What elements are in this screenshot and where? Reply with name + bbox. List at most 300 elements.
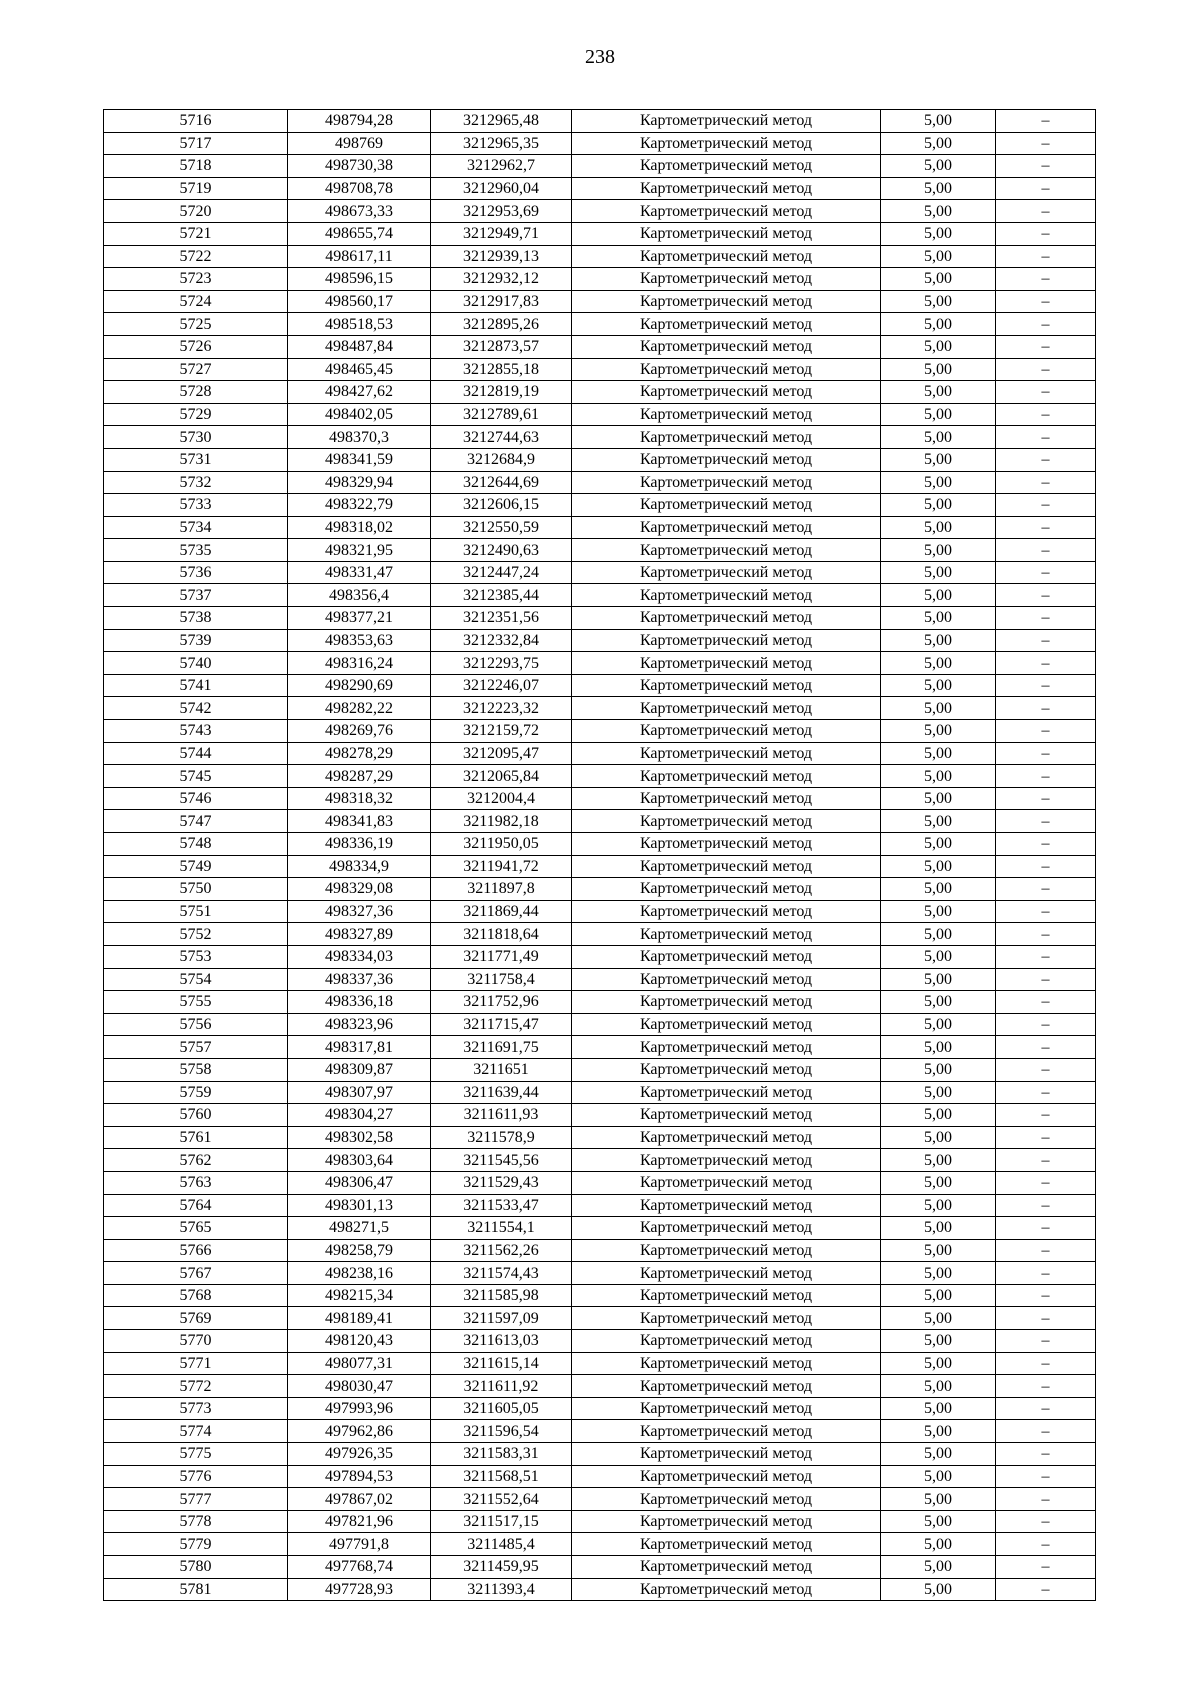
- method-cell: Картометрический метод: [572, 1488, 881, 1511]
- x-coordinate-cell: 498336,19: [288, 833, 431, 856]
- x-coordinate-cell: 498402,05: [288, 403, 431, 426]
- method-cell: Картометрический метод: [572, 1420, 881, 1443]
- accuracy-cell: 5,00: [881, 1194, 996, 1217]
- point-number-cell: 5728: [104, 381, 288, 404]
- description-cell: –: [996, 494, 1096, 517]
- y-coordinate-cell: 3212246,07: [431, 674, 572, 697]
- method-cell: Картометрический метод: [572, 1510, 881, 1533]
- x-coordinate-cell: 498427,62: [288, 381, 431, 404]
- y-coordinate-cell: 3212385,44: [431, 584, 572, 607]
- table-row: [104, 471, 1096, 494]
- description-cell: –: [996, 1217, 1096, 1240]
- description-cell: –: [996, 539, 1096, 562]
- y-coordinate-cell: 3211869,44: [431, 900, 572, 923]
- coordinates-table: [103, 109, 1096, 1601]
- method-cell: Картометрический метод: [572, 1533, 881, 1556]
- point-number-cell: 5722: [104, 245, 288, 268]
- accuracy-cell: 5,00: [881, 245, 996, 268]
- table-row: [104, 448, 1096, 471]
- method-cell: Картометрический метод: [572, 923, 881, 946]
- y-coordinate-cell: 3211529,43: [431, 1171, 572, 1194]
- point-number-cell: 5769: [104, 1307, 288, 1330]
- description-cell: –: [996, 1420, 1096, 1443]
- x-coordinate-cell: 497791,8: [288, 1533, 431, 1556]
- accuracy-cell: 5,00: [881, 810, 996, 833]
- method-cell: Картометрический метод: [572, 494, 881, 517]
- y-coordinate-cell: 3212953,69: [431, 200, 572, 223]
- accuracy-cell: 5,00: [881, 1465, 996, 1488]
- point-number-cell: 5757: [104, 1036, 288, 1059]
- y-coordinate-cell: 3211771,49: [431, 945, 572, 968]
- point-number-cell: 5773: [104, 1397, 288, 1420]
- x-coordinate-cell: 498334,03: [288, 945, 431, 968]
- point-number-cell: 5742: [104, 697, 288, 720]
- y-coordinate-cell: 3211517,15: [431, 1510, 572, 1533]
- point-number-cell: 5767: [104, 1262, 288, 1285]
- method-cell: Картометрический метод: [572, 968, 881, 991]
- accuracy-cell: 5,00: [881, 358, 996, 381]
- point-number-cell: 5772: [104, 1375, 288, 1398]
- description-cell: –: [996, 652, 1096, 675]
- method-cell: Картометрический метод: [572, 742, 881, 765]
- point-number-cell: 5768: [104, 1284, 288, 1307]
- method-cell: Картометрический метод: [572, 1284, 881, 1307]
- accuracy-cell: 5,00: [881, 787, 996, 810]
- accuracy-cell: 5,00: [881, 1533, 996, 1556]
- table-row: [104, 674, 1096, 697]
- table-row: [104, 833, 1096, 856]
- point-number-cell: 5731: [104, 448, 288, 471]
- x-coordinate-cell: 498341,83: [288, 810, 431, 833]
- accuracy-cell: 5,00: [881, 1510, 996, 1533]
- point-number-cell: 5743: [104, 720, 288, 743]
- method-cell: Картометрический метод: [572, 787, 881, 810]
- table-row: [104, 177, 1096, 200]
- x-coordinate-cell: 498465,45: [288, 358, 431, 381]
- description-cell: –: [996, 245, 1096, 268]
- x-coordinate-cell: 497894,53: [288, 1465, 431, 1488]
- point-number-cell: 5721: [104, 222, 288, 245]
- y-coordinate-cell: 3211639,44: [431, 1081, 572, 1104]
- x-coordinate-cell: 498323,96: [288, 1013, 431, 1036]
- x-coordinate-cell: 498341,59: [288, 448, 431, 471]
- accuracy-cell: 5,00: [881, 1420, 996, 1443]
- x-coordinate-cell: 497821,96: [288, 1510, 431, 1533]
- y-coordinate-cell: 3211605,05: [431, 1397, 572, 1420]
- method-cell: Картометрический метод: [572, 1443, 881, 1466]
- description-cell: –: [996, 1171, 1096, 1194]
- x-coordinate-cell: 498730,38: [288, 155, 431, 178]
- point-number-cell: 5719: [104, 177, 288, 200]
- y-coordinate-cell: 3212744,63: [431, 426, 572, 449]
- x-coordinate-cell: 498331,47: [288, 561, 431, 584]
- x-coordinate-cell: 498077,31: [288, 1352, 431, 1375]
- description-cell: –: [996, 1058, 1096, 1081]
- description-cell: –: [996, 1397, 1096, 1420]
- method-cell: Картометрический метод: [572, 516, 881, 539]
- description-cell: –: [996, 1284, 1096, 1307]
- description-cell: –: [996, 607, 1096, 630]
- accuracy-cell: 5,00: [881, 1036, 996, 1059]
- method-cell: Картометрический метод: [572, 268, 881, 291]
- method-cell: Картометрический метод: [572, 132, 881, 155]
- table-row: [104, 1217, 1096, 1240]
- accuracy-cell: 5,00: [881, 584, 996, 607]
- method-cell: Картометрический метод: [572, 1081, 881, 1104]
- x-coordinate-cell: 498655,74: [288, 222, 431, 245]
- point-number-cell: 5727: [104, 358, 288, 381]
- accuracy-cell: 5,00: [881, 1104, 996, 1127]
- x-coordinate-cell: 498302,58: [288, 1126, 431, 1149]
- description-cell: –: [996, 878, 1096, 901]
- description-cell: –: [996, 381, 1096, 404]
- method-cell: Картометрический метод: [572, 1126, 881, 1149]
- y-coordinate-cell: 3212332,84: [431, 629, 572, 652]
- point-number-cell: 5781: [104, 1578, 288, 1601]
- table-row: [104, 607, 1096, 630]
- y-coordinate-cell: 3212789,61: [431, 403, 572, 426]
- x-coordinate-cell: 498304,27: [288, 1104, 431, 1127]
- y-coordinate-cell: 3212960,04: [431, 177, 572, 200]
- table-row: [104, 1013, 1096, 1036]
- description-cell: –: [996, 516, 1096, 539]
- x-coordinate-cell: 498321,95: [288, 539, 431, 562]
- table-row: [104, 1104, 1096, 1127]
- x-coordinate-cell: 497962,86: [288, 1420, 431, 1443]
- description-cell: –: [996, 1239, 1096, 1262]
- method-cell: Картометрический метод: [572, 855, 881, 878]
- point-number-cell: 5747: [104, 810, 288, 833]
- y-coordinate-cell: 3211459,95: [431, 1556, 572, 1579]
- method-cell: Картометрический метод: [572, 991, 881, 1014]
- point-number-cell: 5720: [104, 200, 288, 223]
- description-cell: –: [996, 742, 1096, 765]
- accuracy-cell: 5,00: [881, 1578, 996, 1601]
- y-coordinate-cell: 3212351,56: [431, 607, 572, 630]
- y-coordinate-cell: 3211691,75: [431, 1036, 572, 1059]
- y-coordinate-cell: 3212223,32: [431, 697, 572, 720]
- accuracy-cell: 5,00: [881, 1397, 996, 1420]
- method-cell: Картометрический метод: [572, 900, 881, 923]
- y-coordinate-cell: 3211562,26: [431, 1239, 572, 1262]
- accuracy-cell: 5,00: [881, 1013, 996, 1036]
- description-cell: –: [996, 1465, 1096, 1488]
- x-coordinate-cell: 498596,15: [288, 268, 431, 291]
- y-coordinate-cell: 3211552,64: [431, 1488, 572, 1511]
- point-number-cell: 5755: [104, 991, 288, 1014]
- description-cell: –: [996, 290, 1096, 313]
- table-row: [104, 132, 1096, 155]
- accuracy-cell: 5,00: [881, 697, 996, 720]
- description-cell: –: [996, 945, 1096, 968]
- y-coordinate-cell: 3212684,9: [431, 448, 572, 471]
- point-number-cell: 5729: [104, 403, 288, 426]
- x-coordinate-cell: 498215,34: [288, 1284, 431, 1307]
- method-cell: Картометрический метод: [572, 1013, 881, 1036]
- x-coordinate-cell: 498769: [288, 132, 431, 155]
- point-number-cell: 5750: [104, 878, 288, 901]
- x-coordinate-cell: 498316,24: [288, 652, 431, 675]
- y-coordinate-cell: 3212949,71: [431, 222, 572, 245]
- y-coordinate-cell: 3212447,24: [431, 561, 572, 584]
- description-cell: –: [996, 810, 1096, 833]
- y-coordinate-cell: 3211596,54: [431, 1420, 572, 1443]
- accuracy-cell: 5,00: [881, 765, 996, 788]
- accuracy-cell: 5,00: [881, 222, 996, 245]
- description-cell: –: [996, 787, 1096, 810]
- table-row: [104, 335, 1096, 358]
- x-coordinate-cell: 498322,79: [288, 494, 431, 517]
- x-coordinate-cell: 497993,96: [288, 1397, 431, 1420]
- method-cell: Картометрический метод: [572, 1307, 881, 1330]
- x-coordinate-cell: 498617,11: [288, 245, 431, 268]
- description-cell: –: [996, 968, 1096, 991]
- accuracy-cell: 5,00: [881, 991, 996, 1014]
- description-cell: –: [996, 200, 1096, 223]
- description-cell: –: [996, 1081, 1096, 1104]
- method-cell: Картометрический метод: [572, 426, 881, 449]
- y-coordinate-cell: 3212095,47: [431, 742, 572, 765]
- accuracy-cell: 5,00: [881, 720, 996, 743]
- accuracy-cell: 5,00: [881, 1556, 996, 1579]
- point-number-cell: 5749: [104, 855, 288, 878]
- method-cell: Картометрический метод: [572, 765, 881, 788]
- method-cell: Картометрический метод: [572, 1262, 881, 1285]
- y-coordinate-cell: 3211485,4: [431, 1533, 572, 1556]
- method-cell: Картометрический метод: [572, 1058, 881, 1081]
- point-number-cell: 5779: [104, 1533, 288, 1556]
- y-coordinate-cell: 3211533,47: [431, 1194, 572, 1217]
- accuracy-cell: 5,00: [881, 313, 996, 336]
- description-cell: –: [996, 629, 1096, 652]
- y-coordinate-cell: 3211611,92: [431, 1375, 572, 1398]
- method-cell: Картометрический метод: [572, 539, 881, 562]
- point-number-cell: 5736: [104, 561, 288, 584]
- table-row: [104, 200, 1096, 223]
- y-coordinate-cell: 3211545,56: [431, 1149, 572, 1172]
- method-cell: Картометрический метод: [572, 1239, 881, 1262]
- description-cell: –: [996, 335, 1096, 358]
- accuracy-cell: 5,00: [881, 561, 996, 584]
- point-number-cell: 5763: [104, 1171, 288, 1194]
- x-coordinate-cell: 498301,13: [288, 1194, 431, 1217]
- description-cell: –: [996, 855, 1096, 878]
- description-cell: –: [996, 1149, 1096, 1172]
- accuracy-cell: 5,00: [881, 110, 996, 133]
- table-row: [104, 629, 1096, 652]
- table-row: [104, 1420, 1096, 1443]
- method-cell: Картометрический метод: [572, 810, 881, 833]
- table-row: [104, 1239, 1096, 1262]
- x-coordinate-cell: 498353,63: [288, 629, 431, 652]
- x-coordinate-cell: 497768,74: [288, 1556, 431, 1579]
- description-cell: –: [996, 1330, 1096, 1353]
- table-row: [104, 652, 1096, 675]
- accuracy-cell: 5,00: [881, 855, 996, 878]
- accuracy-cell: 5,00: [881, 426, 996, 449]
- description-cell: –: [996, 155, 1096, 178]
- y-coordinate-cell: 3212965,35: [431, 132, 572, 155]
- method-cell: Картометрический метод: [572, 945, 881, 968]
- table-row: [104, 900, 1096, 923]
- table-row: [104, 1397, 1096, 1420]
- description-cell: –: [996, 1578, 1096, 1601]
- table-row: [104, 381, 1096, 404]
- table-row: [104, 787, 1096, 810]
- description-cell: –: [996, 1510, 1096, 1533]
- y-coordinate-cell: 3212065,84: [431, 765, 572, 788]
- x-coordinate-cell: 498307,97: [288, 1081, 431, 1104]
- point-number-cell: 5777: [104, 1488, 288, 1511]
- x-coordinate-cell: 498258,79: [288, 1239, 431, 1262]
- method-cell: Картометрический метод: [572, 584, 881, 607]
- accuracy-cell: 5,00: [881, 652, 996, 675]
- method-cell: Картометрический метод: [572, 335, 881, 358]
- y-coordinate-cell: 3211818,64: [431, 923, 572, 946]
- table-row: [104, 765, 1096, 788]
- x-coordinate-cell: 498327,36: [288, 900, 431, 923]
- description-cell: –: [996, 584, 1096, 607]
- x-coordinate-cell: 498518,53: [288, 313, 431, 336]
- point-number-cell: 5762: [104, 1149, 288, 1172]
- point-number-cell: 5732: [104, 471, 288, 494]
- method-cell: Картометрический метод: [572, 448, 881, 471]
- method-cell: Картометрический метод: [572, 1036, 881, 1059]
- method-cell: Картометрический метод: [572, 1330, 881, 1353]
- y-coordinate-cell: 3212004,4: [431, 787, 572, 810]
- table-row: [104, 1126, 1096, 1149]
- accuracy-cell: 5,00: [881, 945, 996, 968]
- method-cell: Картометрический метод: [572, 403, 881, 426]
- accuracy-cell: 5,00: [881, 1081, 996, 1104]
- accuracy-cell: 5,00: [881, 833, 996, 856]
- accuracy-cell: 5,00: [881, 1443, 996, 1466]
- point-number-cell: 5774: [104, 1420, 288, 1443]
- x-coordinate-cell: 498287,29: [288, 765, 431, 788]
- accuracy-cell: 5,00: [881, 1058, 996, 1081]
- table-row: [104, 584, 1096, 607]
- description-cell: –: [996, 1556, 1096, 1579]
- x-coordinate-cell: 498327,89: [288, 923, 431, 946]
- point-number-cell: 5744: [104, 742, 288, 765]
- point-number-cell: 5730: [104, 426, 288, 449]
- method-cell: Картометрический метод: [572, 177, 881, 200]
- x-coordinate-cell: 498334,9: [288, 855, 431, 878]
- method-cell: Картометрический метод: [572, 155, 881, 178]
- point-number-cell: 5771: [104, 1352, 288, 1375]
- method-cell: Картометрический метод: [572, 652, 881, 675]
- point-number-cell: 5739: [104, 629, 288, 652]
- accuracy-cell: 5,00: [881, 742, 996, 765]
- accuracy-cell: 5,00: [881, 674, 996, 697]
- y-coordinate-cell: 3211611,93: [431, 1104, 572, 1127]
- y-coordinate-cell: 3211568,51: [431, 1465, 572, 1488]
- accuracy-cell: 5,00: [881, 268, 996, 291]
- table-row: [104, 516, 1096, 539]
- accuracy-cell: 5,00: [881, 923, 996, 946]
- point-number-cell: 5775: [104, 1443, 288, 1466]
- description-cell: –: [996, 674, 1096, 697]
- method-cell: Картометрический метод: [572, 720, 881, 743]
- point-number-cell: 5734: [104, 516, 288, 539]
- method-cell: Картометрический метод: [572, 1352, 881, 1375]
- accuracy-cell: 5,00: [881, 403, 996, 426]
- method-cell: Картометрический метод: [572, 1104, 881, 1127]
- y-coordinate-cell: 3211715,47: [431, 1013, 572, 1036]
- x-coordinate-cell: 498290,69: [288, 674, 431, 697]
- y-coordinate-cell: 3211578,9: [431, 1126, 572, 1149]
- table-row: [104, 991, 1096, 1014]
- method-cell: Картометрический метод: [572, 674, 881, 697]
- coordinates-table-body: [104, 110, 1096, 1601]
- point-number-cell: 5733: [104, 494, 288, 517]
- description-cell: –: [996, 1194, 1096, 1217]
- y-coordinate-cell: 3212917,83: [431, 290, 572, 313]
- x-coordinate-cell: 498318,32: [288, 787, 431, 810]
- table-row: [104, 358, 1096, 381]
- table-row: [104, 1171, 1096, 1194]
- table-row: [104, 1081, 1096, 1104]
- y-coordinate-cell: 3211574,43: [431, 1262, 572, 1285]
- point-number-cell: 5726: [104, 335, 288, 358]
- accuracy-cell: 5,00: [881, 1126, 996, 1149]
- point-number-cell: 5766: [104, 1239, 288, 1262]
- y-coordinate-cell: 3211982,18: [431, 810, 572, 833]
- table-row: [104, 945, 1096, 968]
- y-coordinate-cell: 3211758,4: [431, 968, 572, 991]
- table-row: [104, 1533, 1096, 1556]
- x-coordinate-cell: 498377,21: [288, 607, 431, 630]
- description-cell: –: [996, 448, 1096, 471]
- description-cell: –: [996, 1104, 1096, 1127]
- method-cell: Картометрический метод: [572, 381, 881, 404]
- y-coordinate-cell: 3212644,69: [431, 471, 572, 494]
- x-coordinate-cell: 498282,22: [288, 697, 431, 720]
- x-coordinate-cell: 498317,81: [288, 1036, 431, 1059]
- table-row: [104, 1510, 1096, 1533]
- description-cell: –: [996, 1307, 1096, 1330]
- accuracy-cell: 5,00: [881, 132, 996, 155]
- point-number-cell: 5751: [104, 900, 288, 923]
- table-row: [104, 1284, 1096, 1307]
- accuracy-cell: 5,00: [881, 1239, 996, 1262]
- description-cell: –: [996, 561, 1096, 584]
- description-cell: –: [996, 313, 1096, 336]
- y-coordinate-cell: 3211583,31: [431, 1443, 572, 1466]
- method-cell: Картометрический метод: [572, 1149, 881, 1172]
- method-cell: Картометрический метод: [572, 1397, 881, 1420]
- x-coordinate-cell: 498329,94: [288, 471, 431, 494]
- point-number-cell: 5738: [104, 607, 288, 630]
- table-row: [104, 268, 1096, 291]
- description-cell: –: [996, 1036, 1096, 1059]
- y-coordinate-cell: 3212939,13: [431, 245, 572, 268]
- table-row: [104, 1488, 1096, 1511]
- table-row: [104, 494, 1096, 517]
- description-cell: –: [996, 1262, 1096, 1285]
- point-number-cell: 5746: [104, 787, 288, 810]
- accuracy-cell: 5,00: [881, 1488, 996, 1511]
- table-row: [104, 426, 1096, 449]
- table-row: [104, 313, 1096, 336]
- method-cell: Картометрический метод: [572, 878, 881, 901]
- description-cell: –: [996, 358, 1096, 381]
- method-cell: Картометрический метод: [572, 1556, 881, 1579]
- accuracy-cell: 5,00: [881, 968, 996, 991]
- x-coordinate-cell: 498356,4: [288, 584, 431, 607]
- point-number-cell: 5764: [104, 1194, 288, 1217]
- y-coordinate-cell: 3212159,72: [431, 720, 572, 743]
